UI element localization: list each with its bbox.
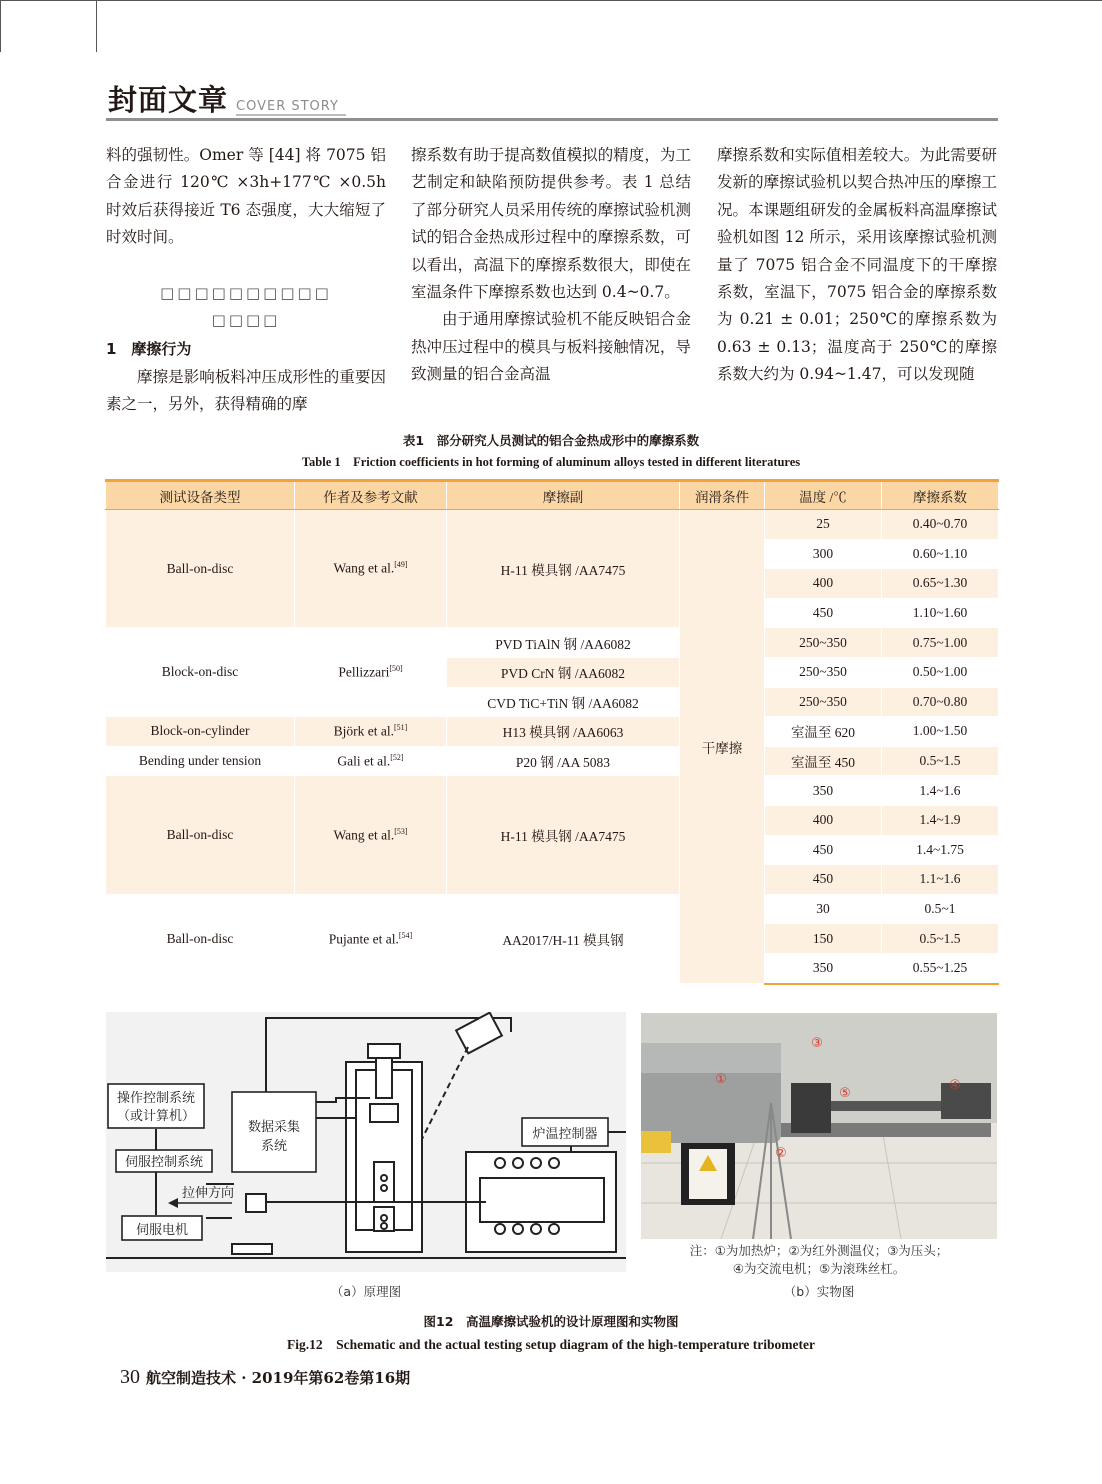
coeff-cell: 1.1~1.6 (882, 865, 999, 895)
text-column-1 (106, 142, 386, 419)
paragraph: 料的强韧性。Omer 等 [44] 将 7075 铝合金进行 120℃ ×3h+177℃ ×0.5h 时效后获得接近 T6 态强度，大大缩短了时效时间。 (106, 146, 386, 247)
temp-cell: 300 (765, 539, 882, 569)
table-caption-cn: 表1 部分研究人员测试的铝合金热成形中的摩擦系数 (402, 433, 700, 448)
label-op-control-sub: （或计算机） (116, 1109, 196, 1124)
pair-cell: PVD TiAlN 钢 /AA6082 (447, 628, 680, 658)
header-rule-accent (236, 114, 346, 116)
table-header-cell: 摩擦副 (447, 481, 680, 510)
author-cell: Pujante et al.[54] (295, 894, 447, 983)
subfigure-a-caption: （a）原理图 (330, 1284, 402, 1299)
coeff-cell: 0.50~1.00 (882, 657, 999, 687)
photo-drawing (641, 1013, 997, 1239)
page-number: 30 (120, 1366, 140, 1388)
photo-marker-2: ② (775, 1146, 787, 1161)
author-cell: Pellizzari[50] (295, 628, 447, 717)
figure-caption-en: Fig.12 Schematic and the actual testing setup diagram of the high-temperature tribometer (286, 1337, 816, 1352)
coeff-cell: 0.40~0.70 (882, 510, 999, 540)
pair-cell: H-11 模具钢 /AA7475 (447, 776, 680, 894)
pair-cell: H13 模具钢 /AA6063 (447, 717, 680, 747)
temp-cell: 150 (765, 924, 882, 954)
author-cell: Björk et al.[51] (295, 717, 447, 747)
temp-cell: 室温至 450 (765, 746, 882, 776)
section-header-subtitle: COVER STORY (236, 99, 339, 114)
temp-cell: 25 (765, 510, 882, 540)
table-header-row (106, 481, 999, 510)
lubrication-cell: 干摩擦 (680, 510, 765, 984)
table-header-cell: 摩擦系数 (882, 481, 999, 510)
temp-cell: 250~350 (765, 657, 882, 687)
label-data-acq: 数据采集 (247, 1120, 301, 1135)
temp-cell: 室温至 620 (765, 717, 882, 747)
coeff-cell: 1.4~1.6 (882, 776, 999, 806)
table-row (106, 894, 999, 924)
equipment-cell: Ball-on-disc (106, 776, 295, 894)
coeff-cell: 1.4~1.9 (882, 805, 999, 835)
table-caption-en: Table 1 Friction coefficients in hot forming of aluminum alloys tested in different literatures (301, 455, 801, 469)
table-row (106, 746, 999, 776)
text-column-2 (411, 142, 691, 389)
temp-cell: 450 (765, 835, 882, 865)
equipment-cell: Bending under tension (106, 746, 295, 776)
text-column-3 (717, 142, 997, 389)
placeholder-glyphs: □□□□ (211, 311, 281, 330)
figure-caption-cn: 图12 高温摩擦试验机的设计原理图和实物图 (423, 1314, 679, 1329)
crop-mark-left (0, 0, 1, 52)
temp-cell: 250~350 (765, 687, 882, 717)
photo-marker-3: ③ (811, 1036, 823, 1051)
author-cell: Wang et al.[49] (295, 510, 447, 628)
coeff-cell: 0.65~1.30 (882, 569, 999, 599)
author-cell: Gali et al.[52] (295, 746, 447, 776)
temp-cell: 350 (765, 953, 882, 983)
coeff-cell: 1.10~1.60 (882, 598, 999, 628)
label-servo-control: 伺服控制系统 (124, 1155, 204, 1170)
label-tension-direction: 拉伸方向 (181, 1186, 235, 1201)
photo-note-line1: 注：①为加热炉；②为红外测温仪；③为压头； (689, 1243, 949, 1258)
coeff-cell: 0.70~0.80 (882, 687, 999, 717)
temp-cell: 350 (765, 776, 882, 806)
temp-cell: 30 (765, 894, 882, 924)
page-footer (120, 1366, 410, 1389)
coeff-cell: 0.60~1.10 (882, 539, 999, 569)
paragraph: 摩擦是影响板料冲压成形性的重要因素之一，另外，获得精确的摩 (106, 367, 386, 414)
pair-cell: PVD CrN 钢 /AA6082 (447, 657, 680, 687)
equipment-cell: Block-on-disc (106, 628, 295, 717)
label-furnace-ctrl: 炉温控制器 (532, 1127, 598, 1142)
tribometer-schematic (106, 1012, 626, 1272)
table-row (106, 776, 999, 806)
pair-cell: AA2017/H-11 模具钢 (447, 894, 680, 983)
label-op-control: 操作控制系统 (116, 1091, 196, 1106)
crop-mark-inner (96, 0, 97, 52)
table-row (106, 628, 999, 658)
temp-cell: 450 (765, 598, 882, 628)
pair-cell: H-11 模具钢 /AA7475 (447, 510, 680, 628)
coeff-cell: 0.55~1.25 (882, 953, 999, 983)
temp-cell: 250~350 (765, 628, 882, 658)
header-rule (106, 118, 998, 121)
table-header-cell: 测试设备类型 (106, 481, 295, 510)
table-row (106, 717, 999, 747)
subfigure-b-caption: （b）实物图 (783, 1284, 855, 1299)
table-row (106, 510, 999, 540)
photo-marker-5: ⑤ (839, 1086, 851, 1101)
section-heading: 1 摩擦行为 (106, 340, 192, 359)
coeff-cell: 0.5~1.5 (882, 924, 999, 954)
table-header-cell: 温度 /℃ (765, 481, 882, 510)
temp-cell: 400 (765, 805, 882, 835)
equipment-cell: Ball-on-disc (106, 510, 295, 628)
label-data-acq-sub: 系统 (260, 1139, 288, 1154)
coeff-cell: 0.75~1.00 (882, 628, 999, 658)
coeff-cell: 0.5~1 (882, 894, 999, 924)
coeff-cell: 1.4~1.75 (882, 835, 999, 865)
section-header-title: 封面文章 (108, 83, 229, 117)
paragraph: 摩擦系数和实际值相差较大。为此需要研发新的摩擦试验机以契合热冲压的摩擦工况。本课题组研发的金属板料高温摩擦试验机如图 12 所示，采用该摩擦试验机测量了 7075 铝合金不同温度下的干摩擦系数，室温下，7075 铝合金的摩擦系数为 0.21 ± 0.01；250℃的摩擦系数为 0.63 ± 0.13；温度高于 250℃的摩擦系数大约为 0.94~1.47，可以发现随 (717, 146, 997, 384)
friction-table (105, 479, 999, 985)
coeff-cell: 0.5~1.5 (882, 746, 999, 776)
photo-marker-4: ④ (949, 1078, 961, 1093)
paragraph: 由于通用摩擦试验机不能反映铝合金热冲压过程中的模具与板料接触情况，导致测量的铝合金高温 (411, 310, 691, 384)
coeff-cell: 1.00~1.50 (882, 717, 999, 747)
label-servo-motor: 伺服电机 (135, 1223, 189, 1238)
temp-cell: 400 (765, 569, 882, 599)
journal-name: 航空制造技术 · 2019年第62卷第16期 (146, 1369, 411, 1387)
equipment-cell: Block-on-cylinder (106, 717, 295, 747)
temp-cell: 450 (765, 865, 882, 895)
paragraph: 擦系数有助于提高数值模拟的精度，为工艺制定和缺陷预防提供参考。表 1 总结了部分研究人员采用传统的摩擦试验机测试的铝合金热成形过程中的摩擦系数，可以看出，高温下的摩擦系数很大，即使在室温条件下摩擦系数也达到 0.4~0.7。 (411, 146, 691, 302)
author-cell: Wang et al.[53] (295, 776, 447, 894)
photo-marker-1: ① (715, 1072, 727, 1087)
equipment-cell: Ball-on-disc (106, 894, 295, 983)
pair-cell: P20 钢 /AA 5083 (447, 746, 680, 776)
pair-cell: CVD TiC+TiN 钢 /AA6082 (447, 687, 680, 717)
table-header-cell: 润滑条件 (680, 481, 765, 510)
table-header-cell: 作者及参考文献 (295, 481, 447, 510)
crop-mark-top (0, 0, 1102, 1)
photo-note-line2: ④为交流电机；⑤为滚珠丝杠。 (732, 1261, 906, 1276)
placeholder-glyphs: □□□□□□□□□□ (160, 283, 332, 302)
tribometer-photo (641, 1013, 997, 1239)
